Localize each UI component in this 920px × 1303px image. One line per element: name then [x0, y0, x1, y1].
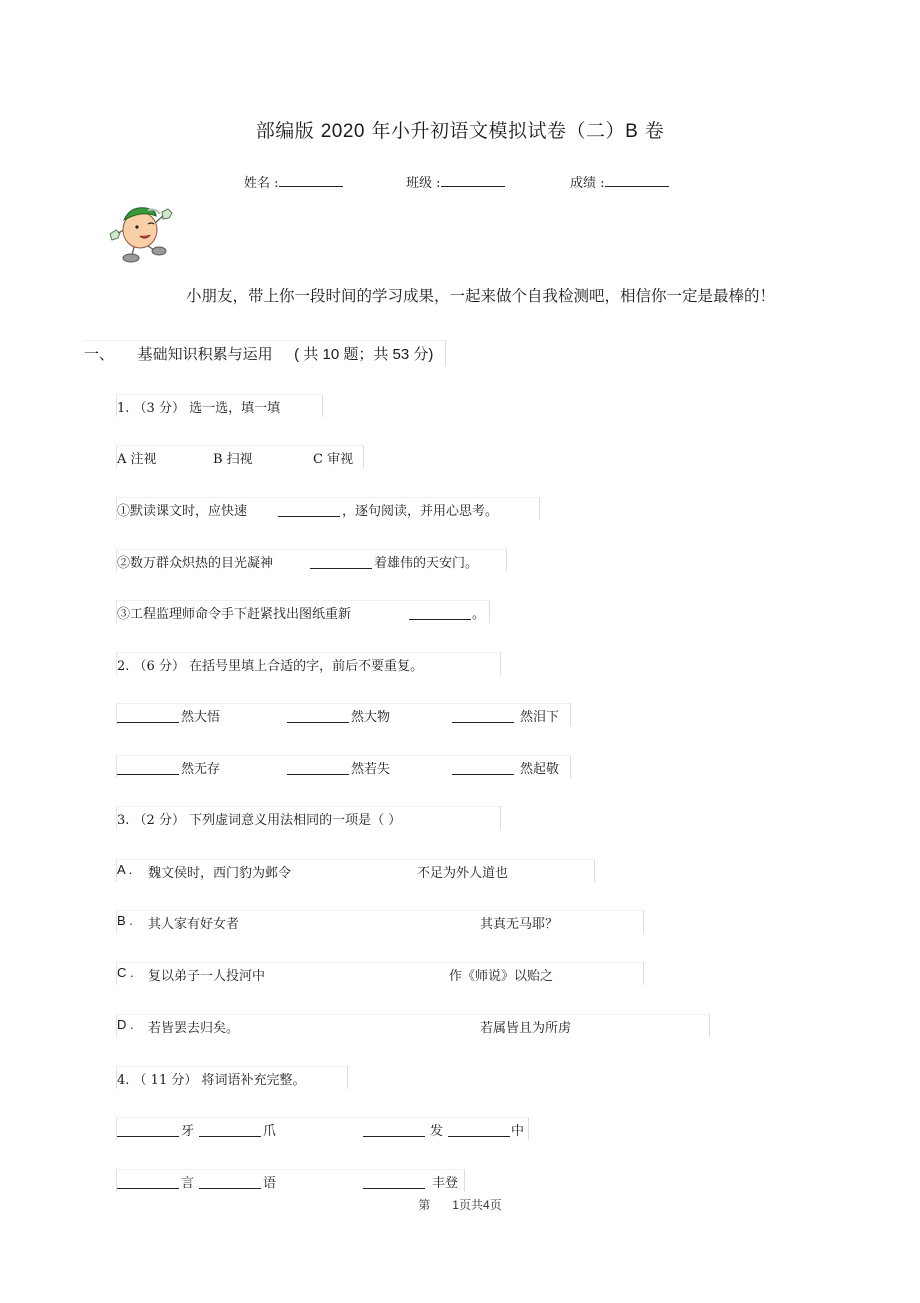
answer-blank[interactable] — [363, 1123, 425, 1137]
class-field[interactable] — [406, 172, 505, 191]
answer-blank[interactable] — [199, 1123, 261, 1137]
question-2-row-1: 然大悟 然大物 然泪下 — [116, 703, 571, 726]
question-2-row-2: 然无存 然若失 然起敬 — [116, 755, 571, 778]
section-summary: ( 共 10 题；共 53 分) — [294, 346, 434, 363]
name-label: 姓名 : — [244, 176, 279, 191]
answer-blank[interactable] — [409, 606, 471, 620]
answer-blank[interactable] — [278, 503, 340, 517]
current-page: 1 — [452, 1198, 459, 1212]
answer-blank[interactable] — [117, 761, 179, 775]
section-title: 基础知识积累与运用 — [137, 345, 273, 363]
answer-blank[interactable] — [117, 709, 179, 723]
question-4-row-2: 言 语 丰登 — [116, 1169, 465, 1192]
answer-blank[interactable] — [117, 1175, 179, 1189]
answer-blank[interactable] — [452, 709, 514, 723]
question-1-options — [116, 445, 364, 468]
cartoon-mascot-icon — [104, 200, 176, 264]
option-b: B 扫视 — [213, 452, 253, 467]
question-3-choice-b[interactable]: B . 其人家有好女者 其真无马耶？ — [116, 910, 644, 933]
answer-blank[interactable] — [287, 709, 349, 723]
score-field[interactable] — [570, 172, 669, 191]
total-pages: 4 — [483, 1198, 490, 1212]
class-blank[interactable] — [441, 174, 505, 187]
answer-blank[interactable] — [117, 1123, 179, 1137]
question-1-item-2: ②数万群众炽热的目光凝神 着雄伟的天安门。 — [116, 549, 507, 572]
option-c: C 审视 — [313, 452, 354, 467]
intro-text: 小朋友，带上你一段时间的学习成果，一起来做个自我检测吧，相信你一定是最棒的！ — [186, 287, 776, 305]
question-3-choice-a[interactable]: A . 魏文侯时，西门豹为邺令 不足为外人道也 — [116, 859, 595, 882]
name-blank[interactable] — [279, 174, 343, 187]
answer-blank[interactable] — [363, 1175, 425, 1189]
score-label: 成绩 : — [570, 176, 605, 191]
question-3-choice-d[interactable]: D . 若皆罢去归矣。 若属皆且为所虏 — [116, 1014, 710, 1037]
question-2-header: 2. （6 分） 在括号里填上合适的字，前后不要重复。 — [116, 652, 501, 675]
option-a: A 注视 — [117, 452, 157, 467]
section-header — [84, 340, 446, 366]
score-blank[interactable] — [605, 174, 669, 187]
answer-blank[interactable] — [199, 1175, 261, 1189]
question-4-row-1: 牙 爪 发 中 — [116, 1117, 529, 1140]
name-field[interactable] — [244, 172, 343, 191]
question-1-header: 1. （3 分） 选一选，填一填 — [116, 394, 323, 417]
answer-blank[interactable] — [448, 1123, 510, 1137]
question-3-header: 3. （2 分） 下列虚词意义用法相同的一项是（ ） — [116, 806, 501, 829]
question-1-item-3: ③工程监理师命令手下赶紧找出图纸重新 。 — [116, 600, 490, 623]
answer-blank[interactable] — [287, 761, 349, 775]
page-footer: 第 1页共4页 — [418, 1198, 502, 1212]
section-number: 一、 — [84, 345, 115, 363]
class-label: 班级 : — [406, 176, 441, 191]
page-title: 部编版 2020 年小升初语文模拟试卷（二）B 卷 — [255, 120, 665, 142]
answer-blank[interactable] — [310, 555, 372, 569]
question-4-header: 4. （ 11 分） 将词语补充完整。 — [116, 1066, 348, 1089]
question-3-choice-c[interactable]: C . 复以弟子一人投河中 作《师说》以贻之 — [116, 962, 644, 985]
answer-blank[interactable] — [452, 761, 514, 775]
question-1-item-1: ①默读课文时，应快速 ，逐句阅读，并用心思考。 — [116, 497, 540, 520]
